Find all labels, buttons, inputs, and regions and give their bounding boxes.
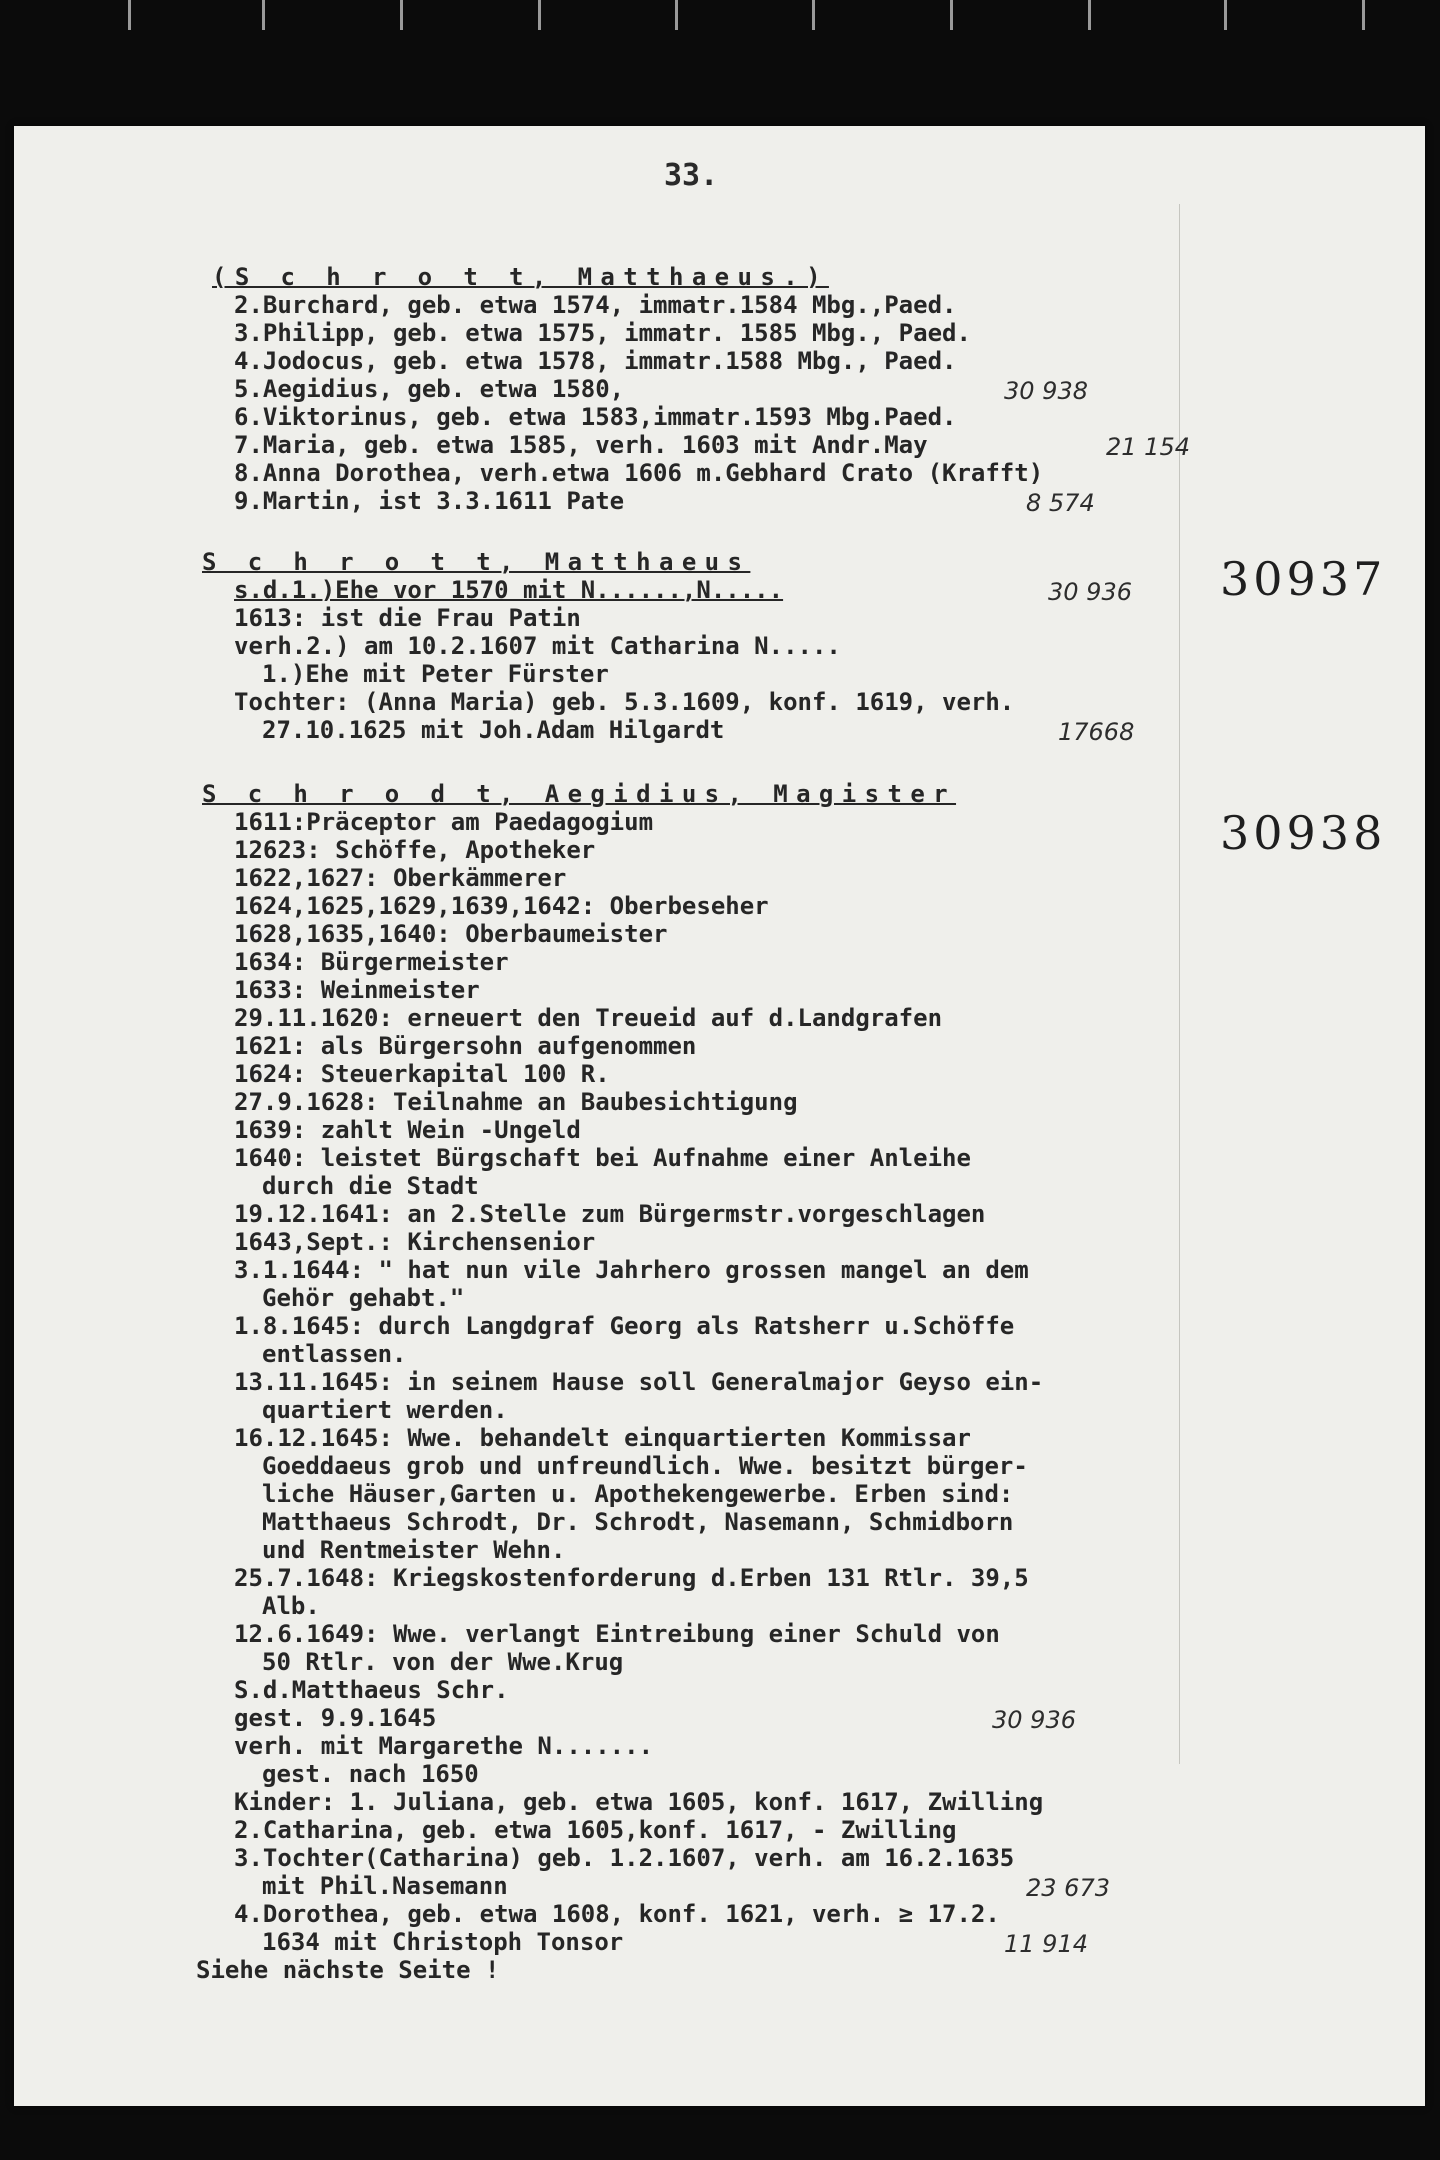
- entry-line: 1.)Ehe mit Peter Fürster: [262, 660, 609, 688]
- document-page: [14, 126, 1425, 2106]
- entry-line: 13.11.1645: in seinem Hause soll Generalmajor Geyso ein-: [234, 1368, 1044, 1396]
- handwritten-reference: 11 914: [1004, 1930, 1088, 1958]
- entry-line: 50 Rtlr. von der Wwe.Krug: [262, 1648, 624, 1676]
- entry-line: mit Phil.Nasemann: [262, 1872, 508, 1900]
- entry-line: 1622,1627: Oberkämmerer: [234, 864, 567, 892]
- entry-line: 1628,1635,1640: Oberbaumeister: [234, 920, 668, 948]
- entry-line: 12623: Schöffe, Apotheker: [234, 836, 596, 864]
- entry-line: Goeddaeus grob und unfreundlich. Wwe. besitzt bürger-: [262, 1452, 1028, 1480]
- entry-line: 1613: ist die Frau Patin: [234, 604, 581, 632]
- entry-line: 8.Anna Dorothea, verh.etwa 1606 m.Gebhard Crato (Krafft): [234, 459, 1044, 487]
- entry-line: 27.10.1625 mit Joh.Adam Hilgardt: [262, 716, 725, 744]
- entry-line: s.d.1.)Ehe vor 1570 mit N......,N.....: [234, 576, 784, 604]
- entry-line: gest. nach 1650: [262, 1760, 479, 1788]
- entry-line: 6.Viktorinus, geb. etwa 1583,immatr.1593 Mbg.Paed.: [234, 403, 957, 431]
- entry-line: durch die Stadt: [262, 1172, 479, 1200]
- entry-line: 9.Martin, ist 3.3.1611 Pate: [234, 487, 625, 515]
- entry-line: 1621: als Bürgersohn aufgenommen: [234, 1032, 697, 1060]
- entry-line: 12.6.1649: Wwe. verlangt Eintreibung einer Schuld von: [234, 1620, 1000, 1648]
- entry-line: Gehör gehabt.": [262, 1284, 465, 1312]
- entry-line: 1.8.1645: durch Langdgraf Georg als Ratsherr u.Schöffe: [234, 1312, 1015, 1340]
- entry-heading: S c h r o d t, Aegidius, Magister: [202, 780, 957, 808]
- entry-line: liche Häuser,Garten u. Apothekengewerbe. Erben sind:: [262, 1480, 1014, 1508]
- entry-line: 1624: Steuerkapital 100 R.: [234, 1060, 610, 1088]
- entry-line: Kinder: 1. Juliana, geb. etwa 1605, konf. 1617, Zwilling: [234, 1788, 1044, 1816]
- entry-line: Alb.: [262, 1592, 320, 1620]
- entry-line: Tochter: (Anna Maria) geb. 5.3.1609, konf. 1619, verh.: [234, 688, 1015, 716]
- entry-line: 1634 mit Christoph Tonsor: [262, 1928, 624, 1956]
- handwritten-reference: 8 574: [1026, 489, 1095, 517]
- entry-line: 1639: zahlt Wein -Ungeld: [234, 1116, 581, 1144]
- entry-heading: S c h r o t t, Matthaeus: [202, 548, 751, 576]
- entry-line: gest. 9.9.1645: [234, 1704, 437, 1732]
- handwritten-reference: 30 936: [1048, 578, 1132, 606]
- entry-line: 5.Aegidius, geb. etwa 1580,: [234, 375, 625, 403]
- entry-line: 1611:Präceptor am Paedagogium: [234, 808, 654, 836]
- handwritten-reference: 30 936: [992, 1706, 1076, 1734]
- entry-line: S.d.Matthaeus Schr.: [234, 1676, 509, 1704]
- handwritten-reference: 30 938: [1004, 377, 1088, 405]
- entry-line: 1643,Sept.: Kirchensenior: [234, 1228, 596, 1256]
- continuation-note: Siehe nächste Seite !: [196, 1956, 500, 1984]
- entry-line: 2.Catharina, geb. etwa 1605,konf. 1617, - Zwilling: [234, 1816, 957, 1844]
- entry-line: 27.9.1628: Teilnahme an Baubesichtigung: [234, 1088, 798, 1116]
- entry-line: 25.7.1648: Kriegskostenforderung d.Erben 131 Rtlr. 39,5: [234, 1564, 1029, 1592]
- entry-line: 4.Jodocus, geb. etwa 1578, immatr.1588 Mbg., Paed.: [234, 347, 957, 375]
- entry-line: 2.Burchard, geb. etwa 1574, immatr.1584 Mbg.,Paed.: [234, 291, 957, 319]
- entry-line: 3.Tochter(Catharina) geb. 1.2.1607, verh. am 16.2.1635: [234, 1844, 1015, 1872]
- entry-line: verh. mit Margarethe N.......: [234, 1732, 654, 1760]
- handwritten-reference: 23 673: [1026, 1874, 1110, 1902]
- page-number: 33.: [664, 158, 719, 193]
- handwritten-reference: 21 154: [1106, 433, 1190, 461]
- entry-line: 3.Philipp, geb. etwa 1575, immatr. 1585 Mbg., Paed.: [234, 319, 971, 347]
- entry-heading: (S c h r o t t, Matthaeus.): [212, 263, 829, 291]
- entry-line: 1624,1625,1629,1639,1642: Oberbeseher: [234, 892, 769, 920]
- register-number: 30937: [1220, 552, 1387, 606]
- entry-line: 19.12.1641: an 2.Stelle zum Bürgermstr.vorgeschlagen: [234, 1200, 986, 1228]
- entry-line: 16.12.1645: Wwe. behandelt einquartierten Kommissar: [234, 1424, 971, 1452]
- entry-line: und Rentmeister Wehn.: [262, 1536, 566, 1564]
- film-edge-strip: [0, 0, 1440, 30]
- entry-line: quartiert werden.: [262, 1396, 508, 1424]
- entry-line: 1633: Weinmeister: [234, 976, 480, 1004]
- entry-line: verh.2.) am 10.2.1607 mit Catharina N.....: [234, 632, 841, 660]
- entry-line: 7.Maria, geb. etwa 1585, verh. 1603 mit Andr.May: [234, 431, 928, 459]
- entry-line: 4.Dorothea, geb. etwa 1608, konf. 1621, verh. ≥ 17.2.: [234, 1900, 1000, 1928]
- handwritten-reference: 17668: [1058, 718, 1135, 746]
- entry-line: Matthaeus Schrodt, Dr. Schrodt, Nasemann, Schmidborn: [262, 1508, 1014, 1536]
- entry-line: 29.11.1620: erneuert den Treueid auf d.Landgrafen: [234, 1004, 943, 1032]
- entry-line: 3.1.1644: " hat nun vile Jahrhero grossen mangel an dem: [234, 1256, 1029, 1284]
- entry-line: 1640: leistet Bürgschaft bei Aufnahme einer Anleihe: [234, 1144, 971, 1172]
- register-number: 30938: [1220, 806, 1387, 860]
- entry-line: 1634: Bürgermeister: [234, 948, 509, 976]
- entry-line: entlassen.: [262, 1340, 407, 1368]
